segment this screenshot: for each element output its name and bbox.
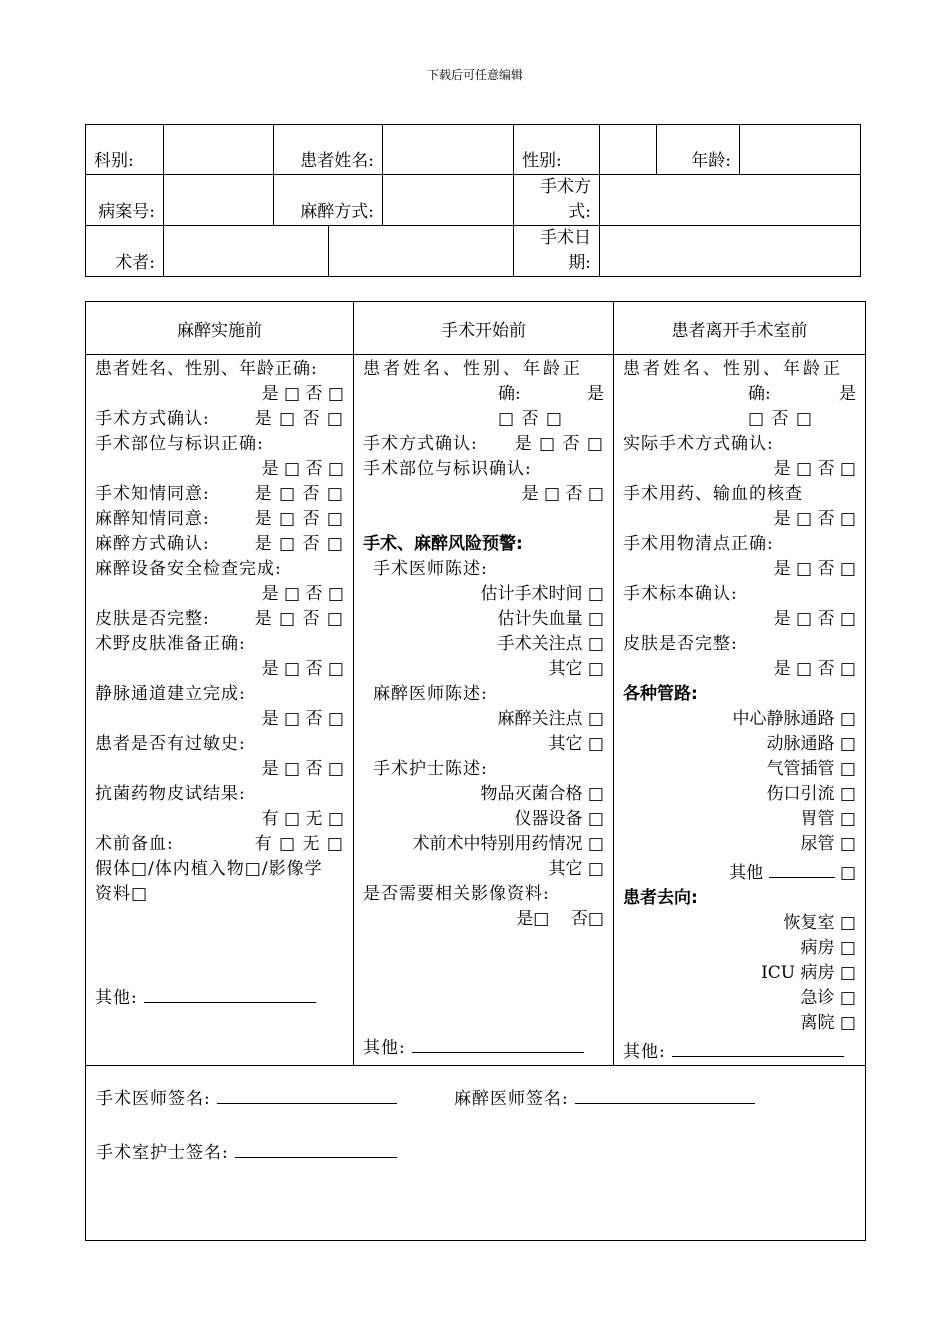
page-header: 下载后可任意编辑 [426, 68, 523, 82]
tube-other-label: 其他 [729, 863, 764, 883]
surgeon-signature-input[interactable] [217, 1083, 397, 1104]
patient-name-label: 患者姓名: [274, 125, 383, 175]
check-identity: 患者姓名、性别、年龄正 [623, 359, 843, 379]
nurse-item-sterile[interactable]: 物品灭菌合格 □ [480, 784, 604, 804]
col-before-anesthesia [86, 355, 354, 1066]
label: 麻醉方式确认: [95, 534, 210, 554]
options[interactable]: 是 □ 否 □ [254, 484, 344, 504]
signature-section [86, 1066, 866, 1241]
check-site-options[interactable]: 是 □ 否 □ [521, 484, 604, 504]
surgeon-field[interactable] [164, 226, 329, 277]
record-no-field[interactable] [164, 175, 274, 226]
label: 皮肤是否完整: [95, 609, 210, 629]
tube-endotracheal[interactable]: 气管插管 □ [766, 759, 856, 779]
options[interactable]: 是 □ 否 □ [514, 434, 604, 454]
surgery-method-label: 手术方式: [514, 175, 600, 226]
check-equipment-options[interactable]: 是 □ 否 □ [261, 584, 344, 604]
anesth-item-other[interactable]: 其它 □ [548, 734, 604, 754]
yes[interactable]: 是 [587, 384, 604, 404]
nurse-item-other[interactable]: 其它 □ [548, 859, 604, 879]
check-medication-options[interactable]: 是 □ 否 □ [773, 509, 856, 529]
options[interactable]: 是 □ 否 □ [254, 609, 344, 629]
check-site: 手术部位与标识确认: [363, 459, 532, 479]
other-input[interactable] [672, 1036, 844, 1057]
other-row [95, 982, 344, 1011]
patient-info-table [85, 124, 861, 277]
other-label: 其他: [623, 1042, 666, 1062]
label: 手术方式确认: [95, 409, 210, 429]
patient-name-field[interactable] [383, 125, 514, 175]
check-specimen: 手术标本确认: [623, 584, 738, 604]
check-blood [95, 832, 344, 857]
check-medication: 手术用药、输血的核查 [623, 484, 803, 504]
check-actual-method-options[interactable]: 是 □ 否 □ [773, 459, 856, 479]
check-anesthesia-method [95, 532, 344, 557]
options[interactable]: 是 □ 否 □ [254, 534, 344, 554]
dest-discharge[interactable]: 离院 □ [800, 1013, 856, 1033]
tube-gastric[interactable]: 胃管 □ [800, 809, 856, 829]
other-row [623, 1036, 856, 1065]
other-row [363, 1032, 604, 1061]
checklist-table [85, 301, 866, 1241]
other-input[interactable] [412, 1032, 584, 1053]
check-allergy-options[interactable]: 是 □ 否 □ [261, 759, 344, 779]
surgeon-label: 术者: [86, 226, 164, 277]
check-identity-options[interactable]: □ 否 □ [748, 409, 813, 429]
check-count: 手术用物清点正确: [623, 534, 774, 554]
check-antibiotic-options[interactable]: 有 □ 无 □ [261, 809, 344, 829]
tube-other [623, 857, 856, 886]
check-skin-prep: 术野皮肤准备正确: [95, 634, 246, 654]
anesthesia-method-label: 麻醉方式: [274, 175, 383, 226]
check-skin-prep-options[interactable]: 是 □ 否 □ [261, 659, 344, 679]
check-implant[interactable]: 假体□/体内植入物□/影像学 [95, 859, 323, 879]
check-allergy: 患者是否有过敏史: [95, 734, 246, 754]
surgeon-item-time[interactable]: 估计手术时间 □ [480, 584, 604, 604]
check-site-options[interactable]: 是 □ 否 □ [261, 459, 344, 479]
nurse-statement: 手术护士陈述: [373, 759, 488, 779]
gender-label: 性别: [514, 125, 600, 175]
age-label: 年龄: [657, 125, 740, 175]
tube-other-input[interactable] [769, 857, 835, 878]
check-iv: 静脉通道建立完成: [95, 684, 246, 704]
tube-urinary[interactable]: 尿管 □ [800, 834, 856, 854]
surgery-method-field[interactable] [600, 175, 861, 226]
dept-label: 科别: [86, 125, 164, 175]
nurse-item-equipment[interactable]: 仪器设备 □ [514, 809, 604, 829]
age-field[interactable] [740, 125, 861, 175]
gender-field[interactable] [600, 125, 657, 175]
check-surgery-method [363, 432, 604, 457]
nurse-signature-input[interactable] [235, 1137, 397, 1158]
other-input[interactable] [144, 982, 316, 1003]
check-equipment: 麻醉设备安全检查完成: [95, 559, 282, 579]
anesth-signature-label: 麻醉医师签名: [453, 1089, 569, 1109]
surgeon-item-focus[interactable]: 手术关注点 □ [497, 634, 604, 654]
col-before-surgery [354, 355, 614, 1066]
check-identity-row2 [363, 382, 604, 407]
check-actual-method: 实际手术方式确认: [623, 434, 774, 454]
nurse-item-medication[interactable]: 术前术中特别用药情况 □ [412, 834, 604, 854]
label: 手术知情同意: [95, 484, 210, 504]
dest-icu[interactable]: ICU 病房 □ [761, 963, 856, 983]
dest-recovery[interactable]: 恢复室 □ [783, 913, 856, 933]
dept-field[interactable] [164, 125, 274, 175]
check-identity-row2 [623, 382, 856, 407]
check-antibiotic: 抗菌药物皮试结果: [95, 784, 246, 804]
imaging-question: 是否需要相关影像资料: [363, 884, 550, 904]
check-implant-cont[interactable]: 资料□ [95, 884, 149, 904]
options[interactable]: 是 □ 否 □ [254, 509, 344, 529]
check-skin: 皮肤是否完整: [623, 634, 738, 654]
surgery-date-label: 手术日期: [514, 226, 600, 277]
tube-central-venous[interactable]: 中心静脉通路 □ [732, 709, 856, 729]
signature-row-2 [96, 1137, 855, 1166]
check-identity: 患者姓名、性别、年龄正确: [95, 359, 318, 379]
check-anesthesia-consent [95, 507, 344, 532]
anesth-signature-input[interactable] [575, 1083, 755, 1104]
surgeon-item-blood[interactable]: 估计失血量 □ [497, 609, 604, 629]
surgeon-extra-field[interactable] [329, 226, 514, 277]
check-skin-options[interactable]: 是 □ 否 □ [773, 659, 856, 679]
col-before-leaving [614, 355, 866, 1066]
check-iv-options[interactable]: 是 □ 否 □ [261, 709, 344, 729]
tubes-heading: 各种管路: [623, 684, 698, 704]
yes[interactable]: 是 [839, 384, 856, 404]
options[interactable]: 是 □ 否 □ [254, 409, 344, 429]
other-label: 其他: [95, 988, 138, 1008]
col-header-before-anesthesia: 麻醉实施前 [86, 302, 354, 355]
check-count-options[interactable]: 是 □ 否 □ [773, 559, 856, 579]
label: 确: [748, 384, 771, 404]
check-surgery-consent [95, 482, 344, 507]
col-header-before-surgery: 手术开始前 [354, 302, 614, 355]
dest-ward[interactable]: 病房 □ [800, 938, 856, 958]
tube-drain[interactable]: 伤口引流 □ [766, 784, 856, 804]
tube-other-checkbox[interactable]: □ [839, 863, 856, 883]
options[interactable]: 有 □ 无 □ [254, 834, 344, 854]
surgery-date-field[interactable] [600, 226, 861, 277]
label: 麻醉知情同意: [95, 509, 210, 529]
risk-warning-heading: 手术、麻醉风险预警: [363, 534, 523, 554]
anesth-item-focus[interactable]: 麻醉关注点 □ [497, 709, 604, 729]
nurse-signature-label: 手术室护士签名: [96, 1143, 229, 1163]
record-no-label: 病案号: [86, 175, 164, 226]
col-header-before-leaving: 患者离开手术室前 [614, 302, 866, 355]
other-label: 其他: [363, 1038, 406, 1058]
check-site: 手术部位与标识正确: [95, 434, 264, 454]
label: 确: [498, 384, 521, 404]
check-identity-options[interactable]: □ 否 □ [498, 409, 563, 429]
signature-row-1 [96, 1083, 855, 1112]
destination-heading: 患者去向: [623, 888, 698, 908]
imaging-options[interactable]: 是□ 否□ [516, 909, 604, 929]
anesthesia-method-field[interactable] [383, 175, 514, 226]
surgeon-statement: 手术医师陈述: [373, 559, 488, 579]
label: 术前备血: [95, 834, 174, 854]
surgeon-signature-label: 手术医师签名: [96, 1089, 211, 1109]
tube-arterial[interactable]: 动脉通路 □ [766, 734, 856, 754]
label: 手术方式确认: [363, 434, 478, 454]
anesth-statement: 麻醉医师陈述: [373, 684, 488, 704]
check-identity-options[interactable]: 是 □ 否 □ [261, 384, 344, 404]
check-specimen-options[interactable]: 是 □ 否 □ [773, 609, 856, 629]
check-surgery-method [95, 407, 344, 432]
surgeon-item-other[interactable]: 其它 □ [548, 659, 604, 679]
check-skin [95, 607, 344, 632]
check-identity: 患者姓名、性别、年龄正 [363, 359, 583, 379]
dest-emergency[interactable]: 急诊 □ [800, 988, 856, 1008]
